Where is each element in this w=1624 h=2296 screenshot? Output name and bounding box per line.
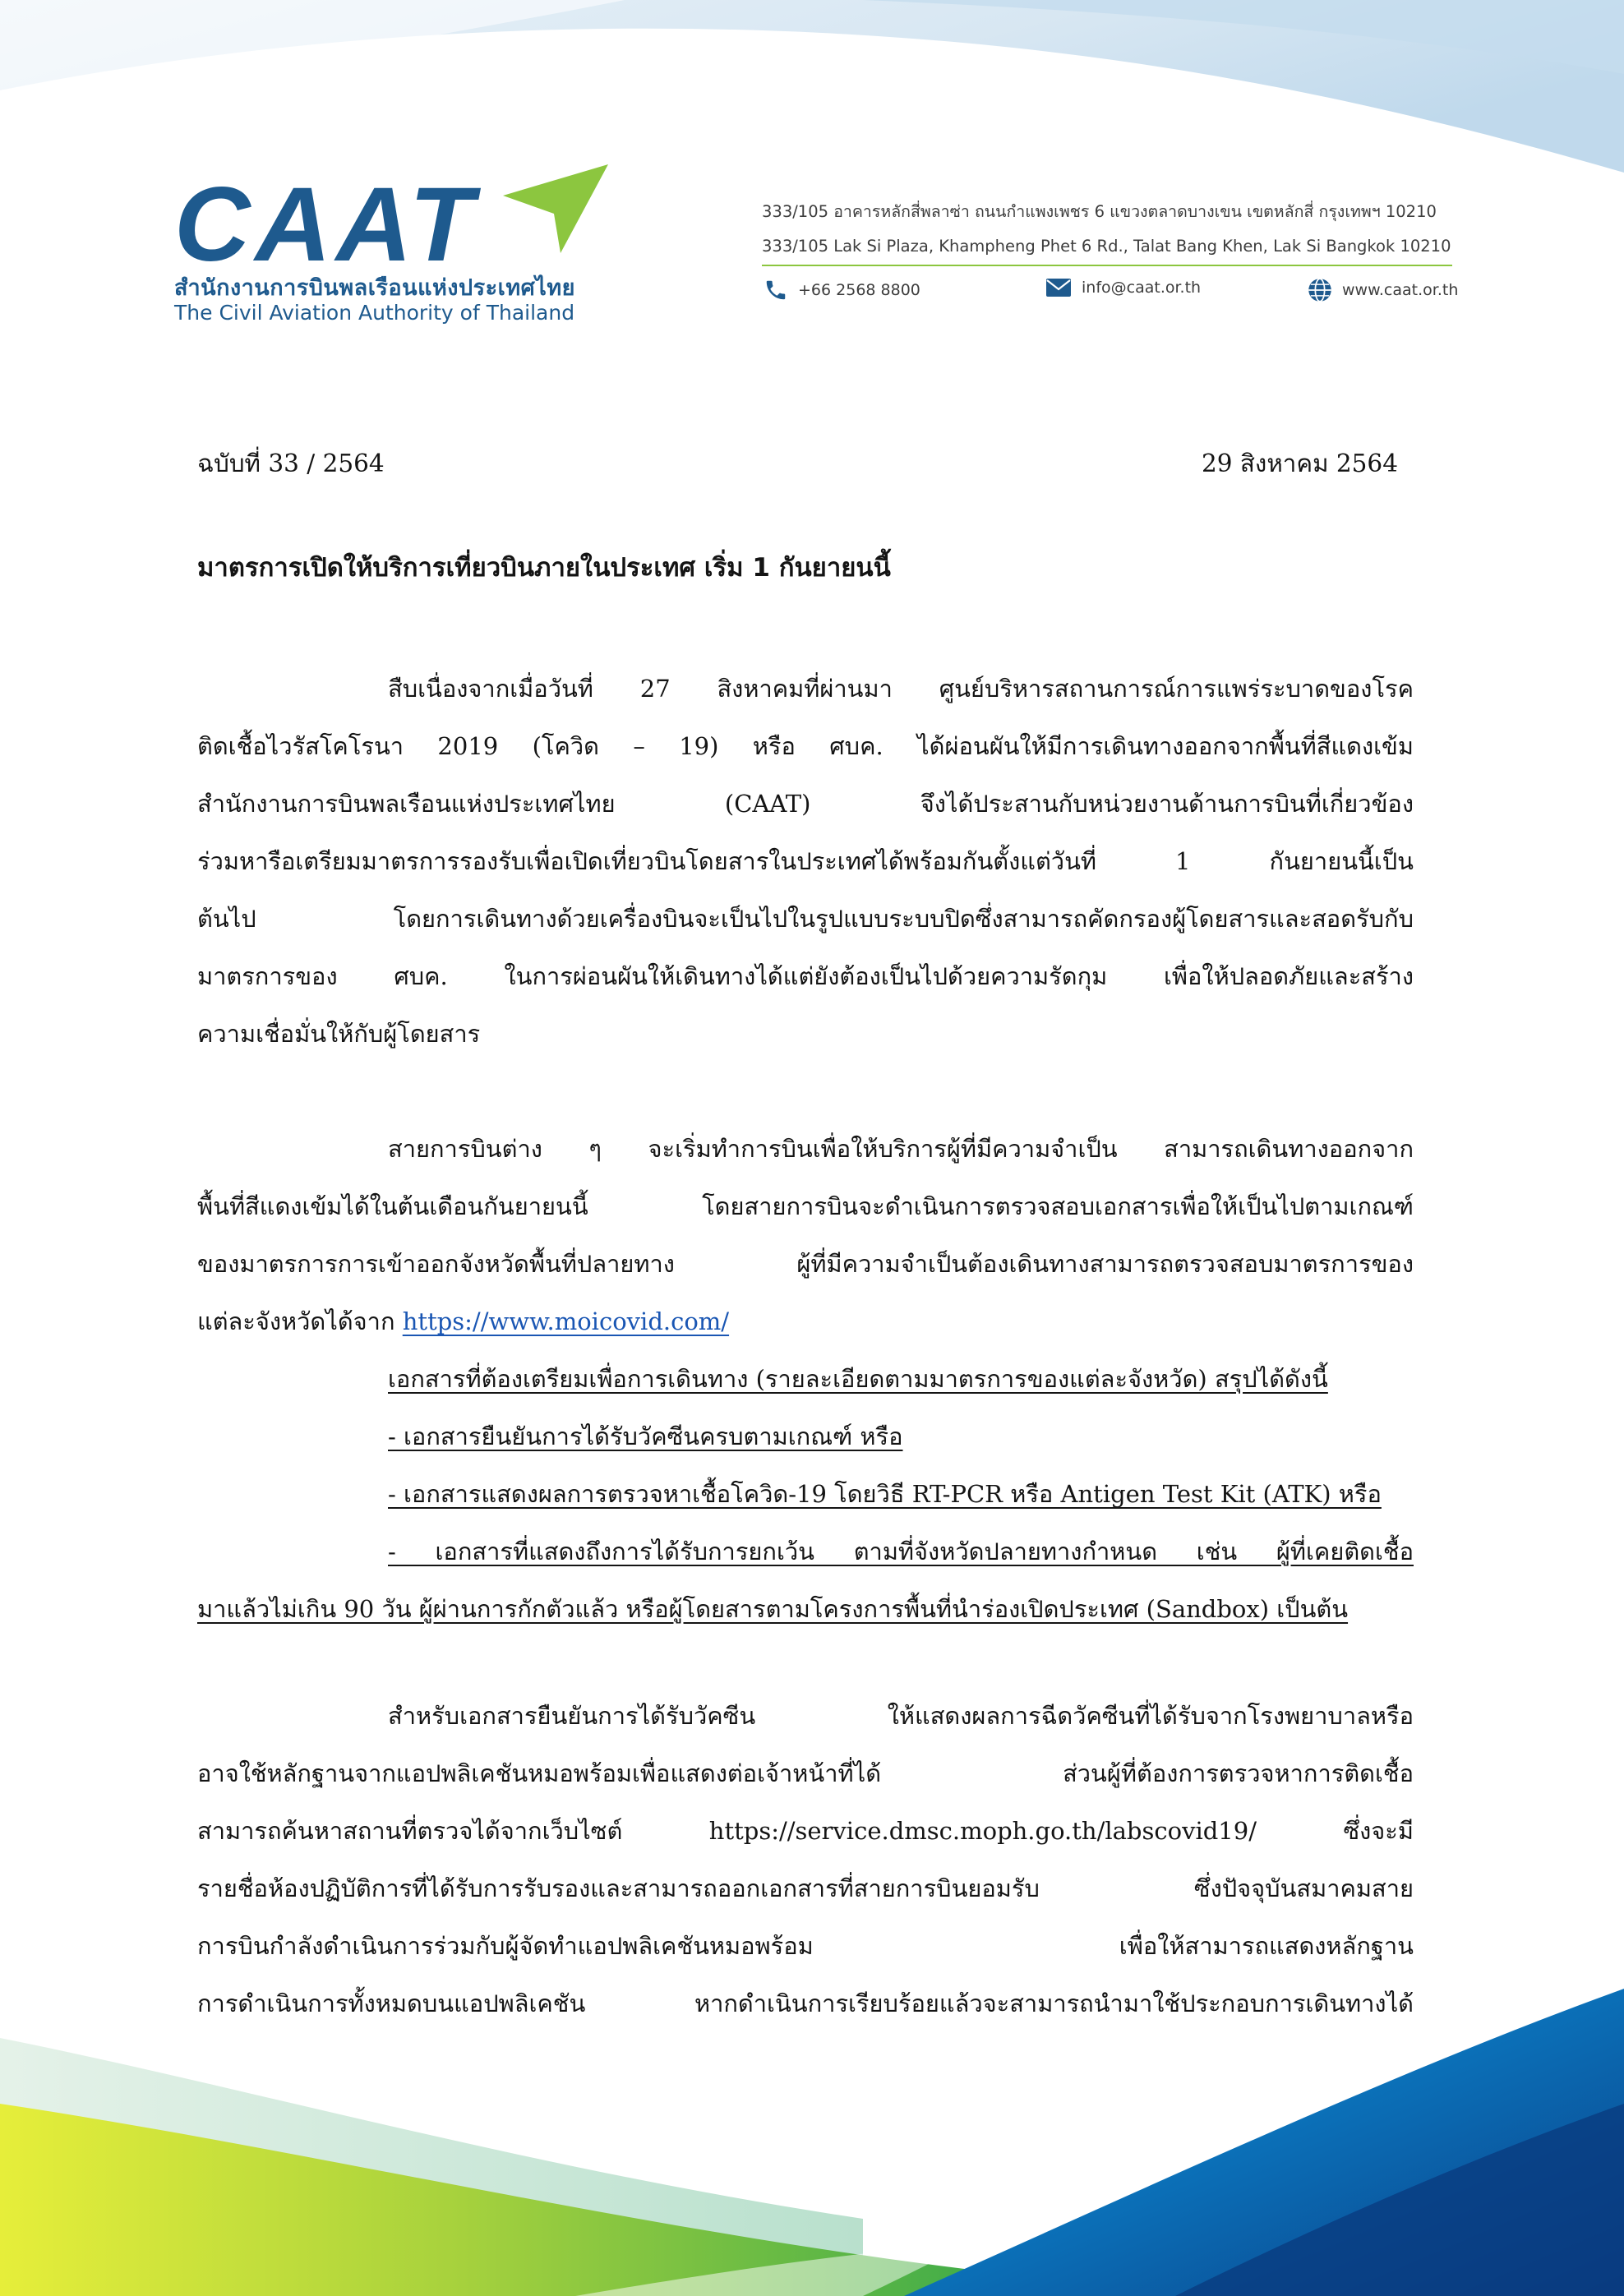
docs-item: - เอกสารที่แสดงถึงการได้รับการยกเว้น ตามที่จังหวัดปลายทางกำหนด เช่น ผู้ที่เคยติดเชื้อ xyxy=(388,1538,1414,1565)
para3-line: อาจใช้หลักฐานจากแอปพลิเคชันหมอพร้อมเพื่อแสดงต่อเจ้าหน้าที่ได้ ส่วนผู้ที่ต้องการตรวจหาการติดเชื้อ xyxy=(197,1759,1414,1787)
para2-line: สายการบินต่าง ๆ จะเริ่มทำการบินเพื่อให้บริการผู้ที่มีความจำเป็น สามารถเดินทางออกจาก xyxy=(388,1135,1414,1163)
email-text: info@caat.or.th xyxy=(1082,279,1202,297)
website-text: www.caat.or.th xyxy=(1342,281,1459,299)
mail-icon xyxy=(1045,278,1072,297)
address-divider xyxy=(762,265,1452,266)
phone-text: +66 2568 8800 xyxy=(798,281,920,299)
para1-line: ต้นไป โดยการเดินทางด้วยเครื่องบินจะเป็นไปในรูปแบบระบบปิดซึ่งสามารถคัดกรองผู้โดยสารและสอดรับกับ xyxy=(197,905,1414,933)
logo-swoosh-icon xyxy=(503,163,610,253)
docs-heading: เอกสารที่ต้องเตรียมเพื่อการเดินทาง (รายละเอียดตามมาตรการของแต่ละจังหวัด) สรุปได้ดังนี้ xyxy=(388,1365,1328,1393)
para3-line: รายชื่อห้องปฏิบัติการที่ได้รับการรับรองและสามารถออกเอกสารที่สายการบินยอมรับ ซึ่งปัจจุบันสมาคมสาย xyxy=(197,1874,1414,1902)
address-thai: 333/105 อาคารหลักสี่พลาซ่า ถนนกำแพงเพชร 6 แขวงตลาดบางเขน เขตหลักสี่ กรุงเทพฯ 10210 xyxy=(762,202,1437,221)
para1-line: สำนักงานการบินพลเรือนแห่งประเทศไทย (CAAT) จึงได้ประสานกับหน่วยงานด้านการบินที่เกี่ยวข้อง xyxy=(197,790,1414,818)
para3-line: สามารถค้นหาสถานที่ตรวจได้จากเว็บไซต์ https://service.dmsc.moph.go.th/labscovid19/ ซึ่งจะมี xyxy=(197,1817,1414,1845)
para1-line: สืบเนื่องจากเมื่อวันที่ 27 สิงหาคมที่ผ่านมา ศูนย์บริหารสถานการณ์การแพร่ระบาดของโรค xyxy=(388,675,1414,703)
para2-prefix: แต่ละจังหวัดได้จาก xyxy=(197,1307,403,1335)
issue-date: 29 สิงหาคม 2564 xyxy=(1202,450,1398,477)
para1-line: ร่วมหารือเตรียมมาตรการรองรับเพื่อเปิดเที่ยวบินโดยสารในประเทศได้พร้อมกันตั้งแต่วันที่ 1 กันยายนนี้เป็น xyxy=(197,847,1414,875)
contact-website[interactable] xyxy=(1308,278,1458,302)
contact-row xyxy=(762,278,1459,307)
docs-item: - เอกสารแสดงผลการตรวจหาเชื้อโควิด-19 โดยวิธี RT-PCR หรือ Antigen Test Kit (ATK) หรือ xyxy=(388,1480,1382,1508)
docs-item: - เอกสารยืนยันการได้รับวัคซีนครบตามเกณฑ์ หรือ xyxy=(388,1422,903,1450)
caat-logo xyxy=(174,164,634,329)
docs-item-continued: มาแล้วไม่เกิน 90 วัน ผู้ผ่านการกักตัวแล้ว หรือผู้โดยสารตามโครงการพื้นที่นำร่องเปิดประเทศ (Sandbox) เป็นต้น xyxy=(197,1595,1349,1623)
para1-line: ความเชื่อมั่นให้กับผู้โดยสาร xyxy=(197,1020,481,1048)
para3-line: การบินกำลังดำเนินการร่วมกับผู้จัดทำแอปพลิเคชันหมอพร้อม เพื่อให้สามารถแสดงหลักฐาน xyxy=(197,1932,1414,1960)
logo-wordmark: CAAT xyxy=(174,166,478,284)
globe-icon xyxy=(1308,278,1332,302)
para2-line: ของมาตรการการเข้าออกจังหวัดพื้นที่ปลายทาง ผู้ที่มีความจำเป็นต้องเดินทางสามารถตรวจสอบมาตรการของ xyxy=(197,1250,1414,1278)
address-english: 333/105 Lak Si Plaza, Khampheng Phet 6 Rd., Talat Bang Khen, Lak Si Bangkok 10210 xyxy=(762,237,1451,256)
para1-line: ติดเชื้อไวรัสโคโรนา 2019 (โควิด – 19) หรือ ศบค. ได้ผ่อนผันให้มีการเดินทางออกจากพื้นที่สีแดงเข้ม xyxy=(197,732,1414,760)
contact-phone xyxy=(764,278,920,302)
moicovid-link[interactable]: https://www.moicovid.com/ xyxy=(402,1307,730,1335)
issue-number: ฉบับที่ 33 / 2564 xyxy=(197,450,385,477)
phone-icon xyxy=(764,278,788,302)
contact-email[interactable] xyxy=(1045,278,1201,297)
org-name-thai: สำนักงานการบินพลเรือนแห่งประเทศไทย xyxy=(174,275,575,301)
para2-line: พื้นที่สีแดงเข้มได้ในต้นเดือนกันยายนนี้ โดยสายการบินจะดำเนินการตรวจสอบเอกสารเพื่อให้เป็นไปตามเกณฑ์ xyxy=(197,1192,1414,1220)
org-name-english: The Civil Aviation Authority of Thailand xyxy=(174,301,575,325)
document-title: มาตรการเปิดให้บริการเที่ยวบินภายในประเทศ เริ่ม 1 กันยายนนี้ xyxy=(197,553,891,583)
para3-line: สำหรับเอกสารยืนยันการได้รับวัคซีน ให้แสดงผลการฉีดวัคซีนที่ได้รับจากโรงพยาบาลหรือ xyxy=(388,1702,1414,1730)
para3-line: การดำเนินการทั้งหมดบนแอปพลิเคชัน หากดำเนินการเรียบร้อยแล้วจะสามารถนำมาใช้ประกอบการเดินทางได้ xyxy=(197,1989,1414,2017)
para1-line: มาตรการของ ศบค. ในการผ่อนผันให้เดินทางได้แต่ยังต้องเป็นไปด้วยความรัดกุม เพื่อให้ปลอดภัยและสร้าง xyxy=(197,962,1414,990)
para2-last-line xyxy=(197,1302,729,1340)
